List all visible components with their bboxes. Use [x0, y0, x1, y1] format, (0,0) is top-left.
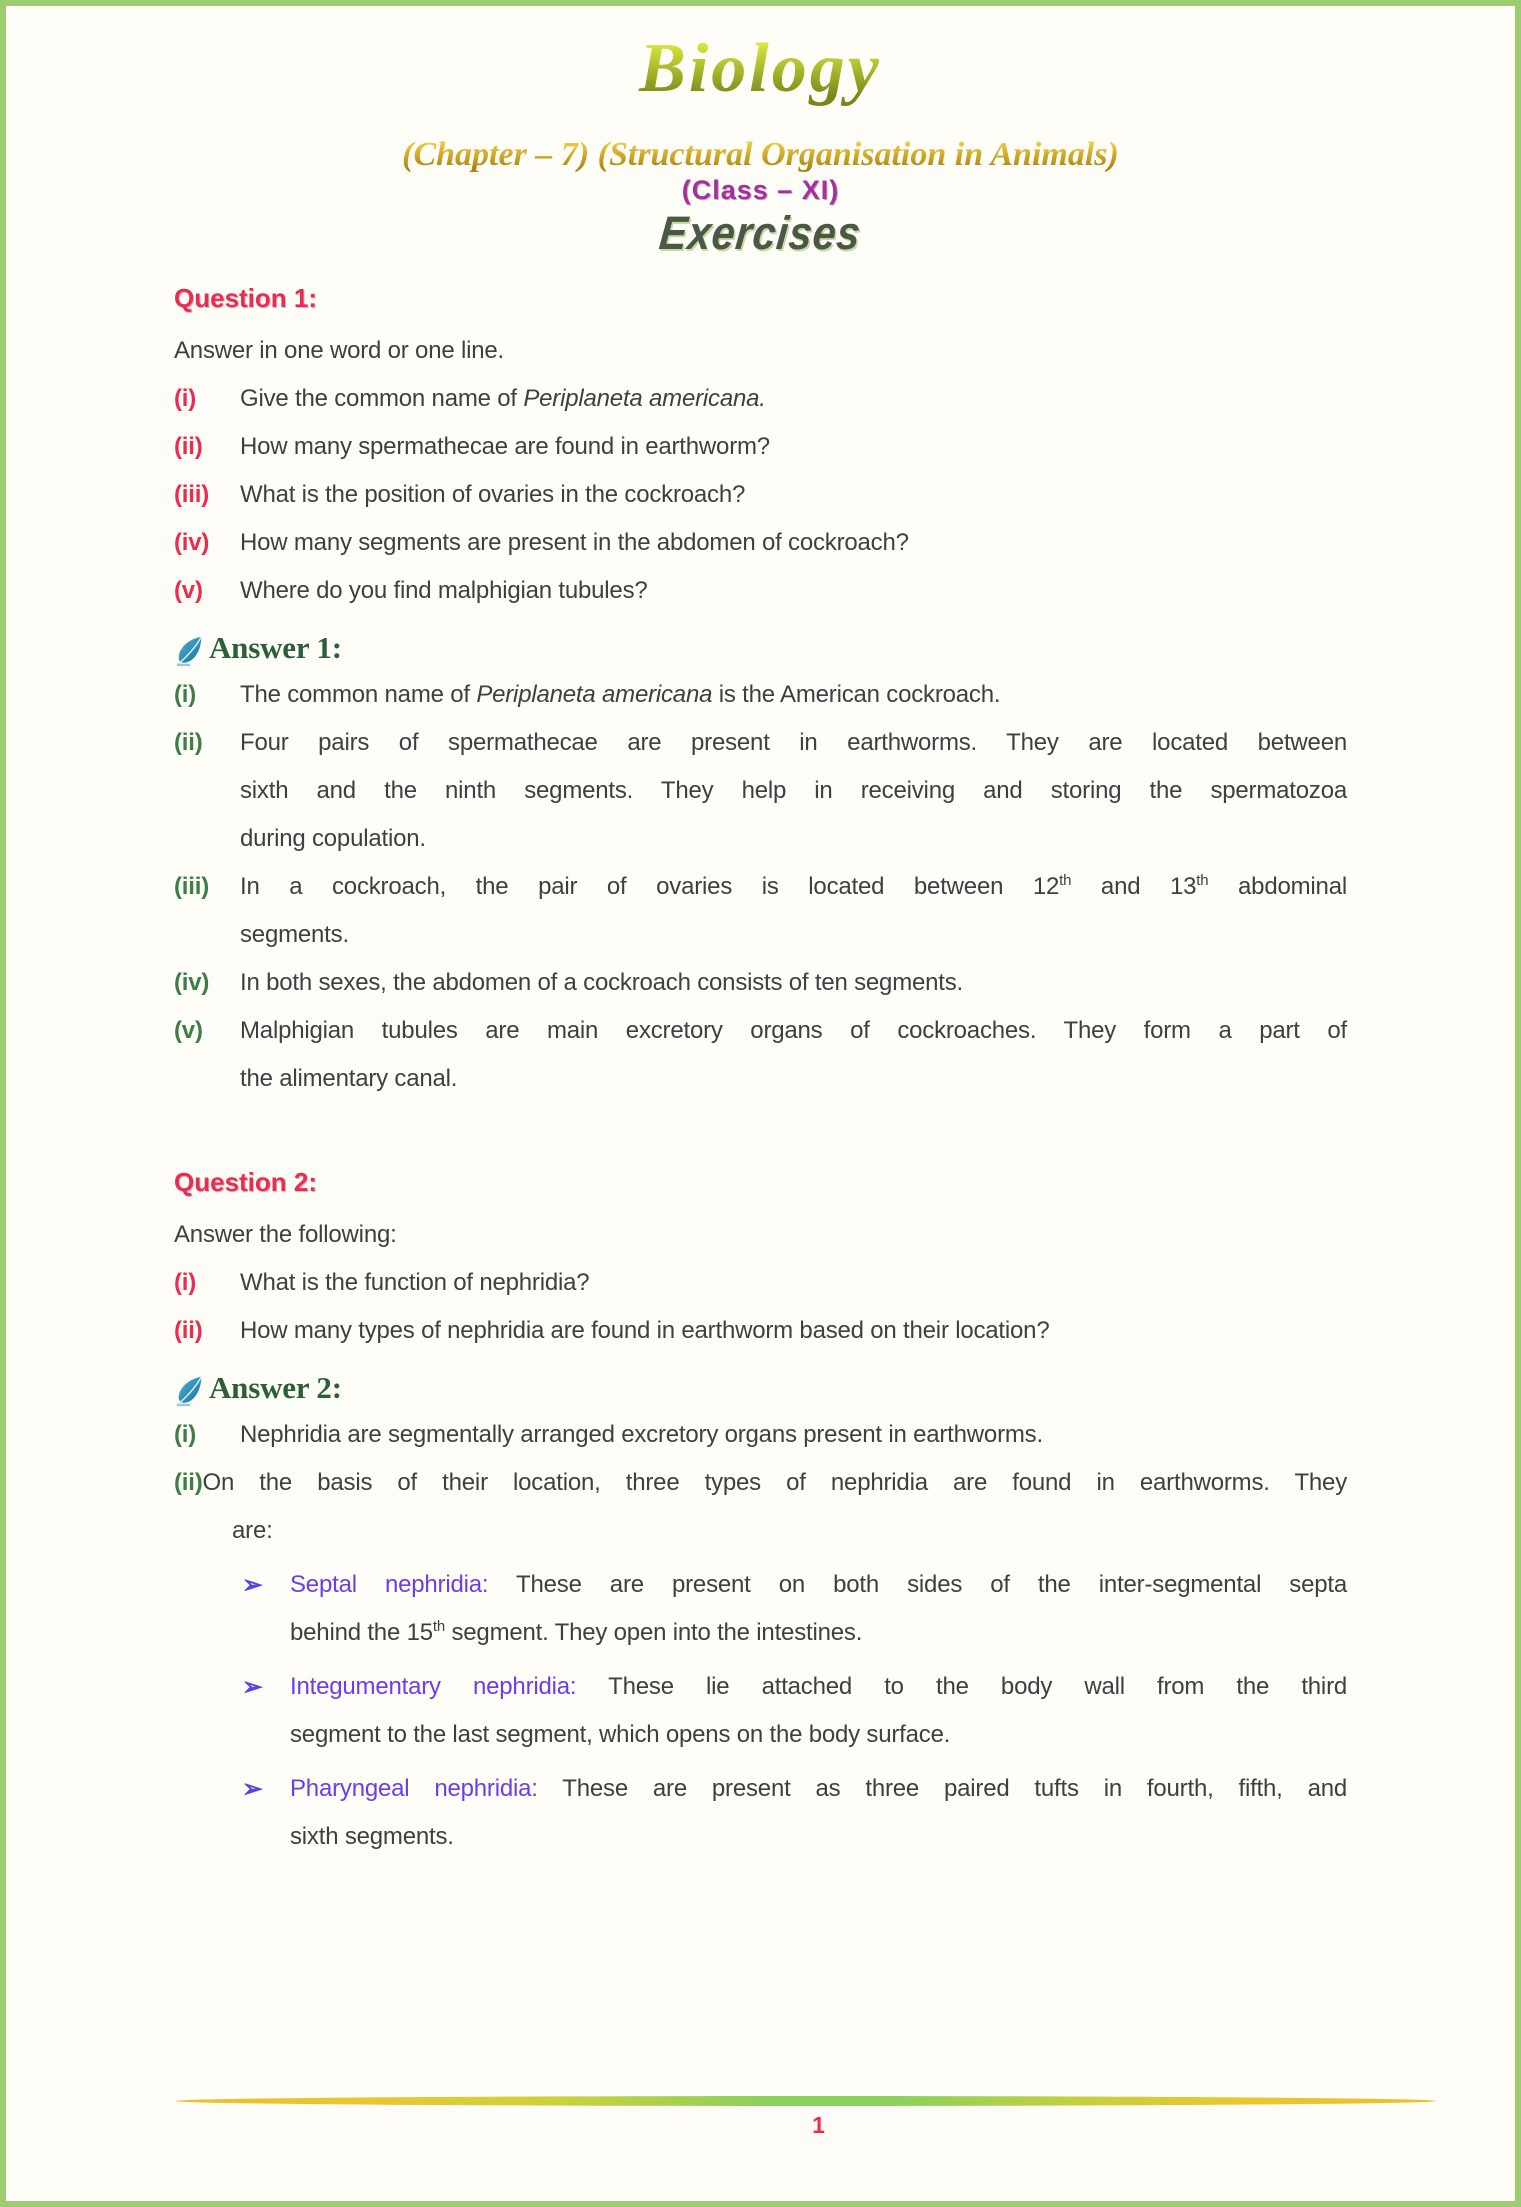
item-marker: (iii)	[174, 873, 209, 901]
answer-2-heading	[174, 1365, 1347, 1411]
superscript: th	[1196, 872, 1209, 890]
line-text: sixth and the ninth segments. They help in receiving and storing the spermatozoa	[240, 777, 1347, 805]
content	[174, 281, 1347, 1861]
answer-1-item	[174, 863, 1347, 959]
arrowhead-right-icon: ➢	[242, 1571, 263, 1600]
question-1-heading: Question 1:	[174, 283, 318, 314]
text-line	[290, 1765, 1347, 1813]
line-text: segments.	[240, 921, 349, 949]
answer-1-item	[174, 719, 1347, 863]
item-text: Give the common name of	[240, 385, 524, 413]
line-text: and 13	[1071, 873, 1197, 901]
item-text: is the American cockroach.	[712, 681, 1001, 709]
question-2-item	[174, 1307, 1347, 1355]
answer-1-item	[174, 959, 1347, 1007]
line-text: These are present as three paired tufts in fourth, fifth, and	[537, 1775, 1348, 1803]
question-1-item	[174, 423, 1347, 471]
question-1-item	[174, 375, 1347, 423]
answer-2-item	[174, 1411, 1347, 1459]
answer-1-item	[174, 671, 1347, 719]
item-marker: (ii)	[174, 1469, 203, 1497]
text-line	[240, 719, 1347, 767]
line-text: Malphigian tubules are main excretory organs of cockroaches. They form a part of	[240, 1017, 1347, 1045]
item-marker: (ii)	[174, 433, 203, 461]
answer-1-heading	[174, 625, 1347, 671]
nephridia-bullet	[174, 1765, 1347, 1861]
chapter-subtitle: (Chapter – 7) (Structural Organisation in Animals)	[6, 136, 1515, 173]
item-marker: (i)	[174, 1421, 197, 1449]
species-name: Periplaneta americana.	[523, 385, 766, 413]
item-marker: (v)	[174, 1017, 203, 1045]
text-line	[240, 1007, 1347, 1055]
line-text: abdominal	[1208, 873, 1347, 901]
item-marker: (iv)	[174, 529, 210, 557]
item-marker: (iv)	[174, 969, 210, 997]
item-marker: (i)	[174, 385, 197, 413]
item-marker: (ii)	[174, 729, 203, 757]
answer-2-heading-label: Answer 2:	[209, 1370, 342, 1406]
question-2-intro: Answer the following:	[174, 1221, 397, 1249]
line-text: These lie attached to the body wall from the third	[576, 1673, 1348, 1701]
item-text: What is the position of ovaries in the cockroach?	[240, 481, 746, 509]
line-text: segment. They open into the intestines.	[445, 1619, 863, 1647]
text-line	[290, 1663, 1347, 1711]
item-text: What is the function of nephridia?	[240, 1269, 590, 1297]
class-subtitle: (Class – XI)	[681, 174, 840, 205]
answer-1-heading-label: Answer 1:	[209, 630, 342, 666]
item-marker: (iii)	[174, 481, 209, 509]
text-line	[290, 1561, 1347, 1609]
line-text: sixth segments.	[290, 1823, 454, 1851]
superscript: th	[1059, 872, 1072, 890]
item-marker: (v)	[174, 577, 203, 605]
leaf-logo-icon	[174, 1375, 208, 1407]
item-text: The common name of	[240, 681, 477, 709]
item-marker: (i)	[174, 1269, 197, 1297]
item-marker: (i)	[174, 681, 197, 709]
section-title-wrap	[6, 205, 1515, 259]
item-text: How many types of nephridia are found in earthworm based on their location?	[240, 1317, 1050, 1345]
line-text: behind the 15	[290, 1619, 433, 1647]
line-text: On the basis of their location, three types of nephridia are found in earthworms. They	[202, 1469, 1347, 1497]
answer-1-item	[174, 1007, 1347, 1103]
term-label: Pharyngeal nephridia:	[290, 1775, 538, 1803]
document-title: Biology	[6, 32, 1515, 106]
line-text: These are present on both sides of the inter-segmental septa	[488, 1571, 1348, 1599]
line-text: during copulation.	[240, 825, 426, 853]
species-name: Periplaneta americana	[476, 681, 713, 709]
line-text: are:	[232, 1517, 273, 1545]
text-line	[240, 767, 1347, 815]
text-line	[174, 1459, 1347, 1507]
arrowhead-right-icon: ➢	[242, 1673, 263, 1702]
superscript: th	[432, 1618, 445, 1636]
item-text: How many spermathecae are found in earthworm?	[240, 433, 770, 461]
item-text: Where do you find malphigian tubules?	[240, 577, 648, 605]
question-1-item	[174, 567, 1347, 615]
question-2-heading: Question 2:	[174, 1167, 318, 1198]
term-label: Septal nephridia:	[290, 1571, 489, 1599]
line-text: In a cockroach, the pair of ovaries is located between 12	[240, 873, 1060, 901]
nephridia-bullet	[174, 1561, 1347, 1657]
leaf-logo-icon	[174, 635, 208, 667]
section-title: Exercises	[657, 205, 864, 259]
line-text: Four pairs of spermathecae are present in earthworms. They are located between	[240, 729, 1347, 757]
item-text: In both sexes, the abdomen of a cockroach consists of ten segments.	[240, 969, 964, 997]
footer-divider	[176, 2096, 1436, 2106]
term-label: Integumentary nephridia:	[290, 1673, 577, 1701]
question-1-item	[174, 519, 1347, 567]
line-text: segment to the last segment, which opens on the body surface.	[290, 1721, 951, 1749]
item-marker: (ii)	[174, 1317, 203, 1345]
arrowhead-right-icon: ➢	[242, 1775, 263, 1804]
question-1-intro: Answer in one word or one line.	[174, 337, 504, 365]
answer-2-item	[174, 1459, 1347, 1555]
line-text: the alimentary canal.	[240, 1065, 458, 1093]
page-number: 1	[812, 2112, 825, 2138]
question-1-item	[174, 471, 1347, 519]
item-text: Nephridia are segmentally arranged excretory organs present in earthworms.	[240, 1421, 1043, 1449]
item-text: How many segments are present in the abdomen of cockroach?	[240, 529, 909, 557]
text-line	[240, 863, 1347, 911]
nephridia-bullet	[174, 1663, 1347, 1759]
question-2-item	[174, 1259, 1347, 1307]
